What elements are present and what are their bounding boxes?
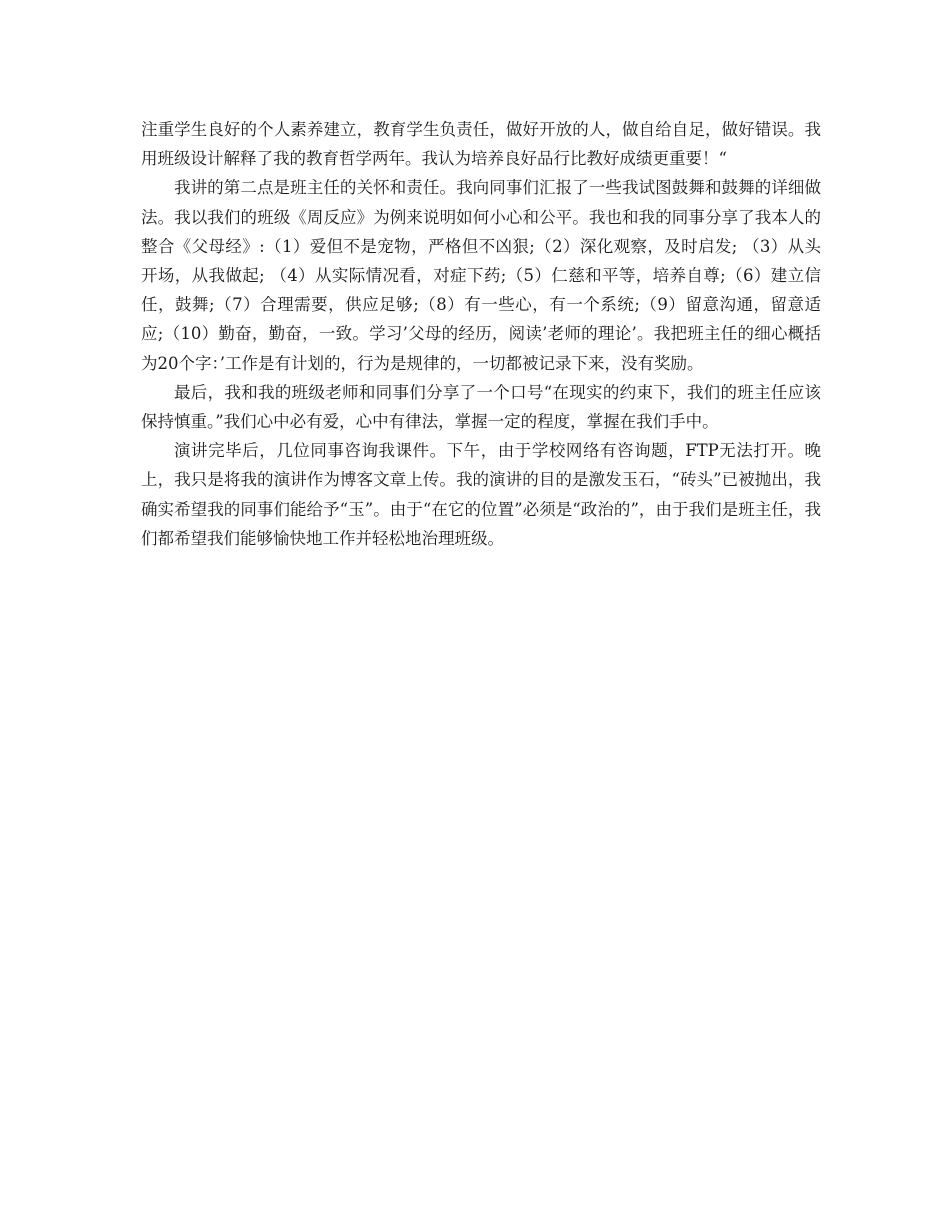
paragraph-1: 注重学生良好的个人素养建立，教育学生负责任，做好开放的人，做自给自足，做好错误。我用班级设计解释了我的教育哲学两年。我认为培养良好品行比教好成绩更重要！“ — [141, 120, 821, 169]
paragraph-3: 最后，我和我的班级老师和同事们分享了一个口号“在现实的约束下，我们的班主任应该保持慎重。”我们心中必有爱，心中有律法，掌握一定的程度，掌握在我们手中。 — [141, 382, 821, 432]
paragraph-4: 演讲完毕后，几位同事咨询我课件。下午，由于学校网络有咨询题，FTP无法打开。晚上，我只是将我的演讲作为博客文章上传。我的演讲的目的是激发玉石，“砖头”已被抛出，我确实希望我的同事们能给予“玉”。由于“在它的位置”必须是“政治的”，由于我们是班主任，我们都希望我们能够愉快地工作并轻松地治理班级。 — [141, 441, 821, 548]
document-body — [141, 115, 821, 553]
paragraph-2: 我讲的第二点是班主任的关怀和责任。我向同事们汇报了一些我试图鼓舞和鼓舞的详细做法。我以我们的班级《周反应》为例来说明如何小心和公平。我也和我的同事分享了我本人的整合《父母经》:（1）爱但不是宠物，严格但不凶狠;（2）深化观察，及时启发; （3）从头开场，从我做起; （4）从实际情况看，对症下药;（5）仁慈和平等，培养自尊;（6）建立信任，鼓舞;（7）合理需要，供应足够;（8）有一些心，有一个系统;（9）留意沟通，留意适应;（10）勤奋，勤奋，一致。学习’父母的经历，阅读’老师的理论’。我把班主任的细心概括为20个字：’工作是有计划的，行为是规律的，一切都被记录下来，没有奖励。 — [141, 178, 821, 373]
